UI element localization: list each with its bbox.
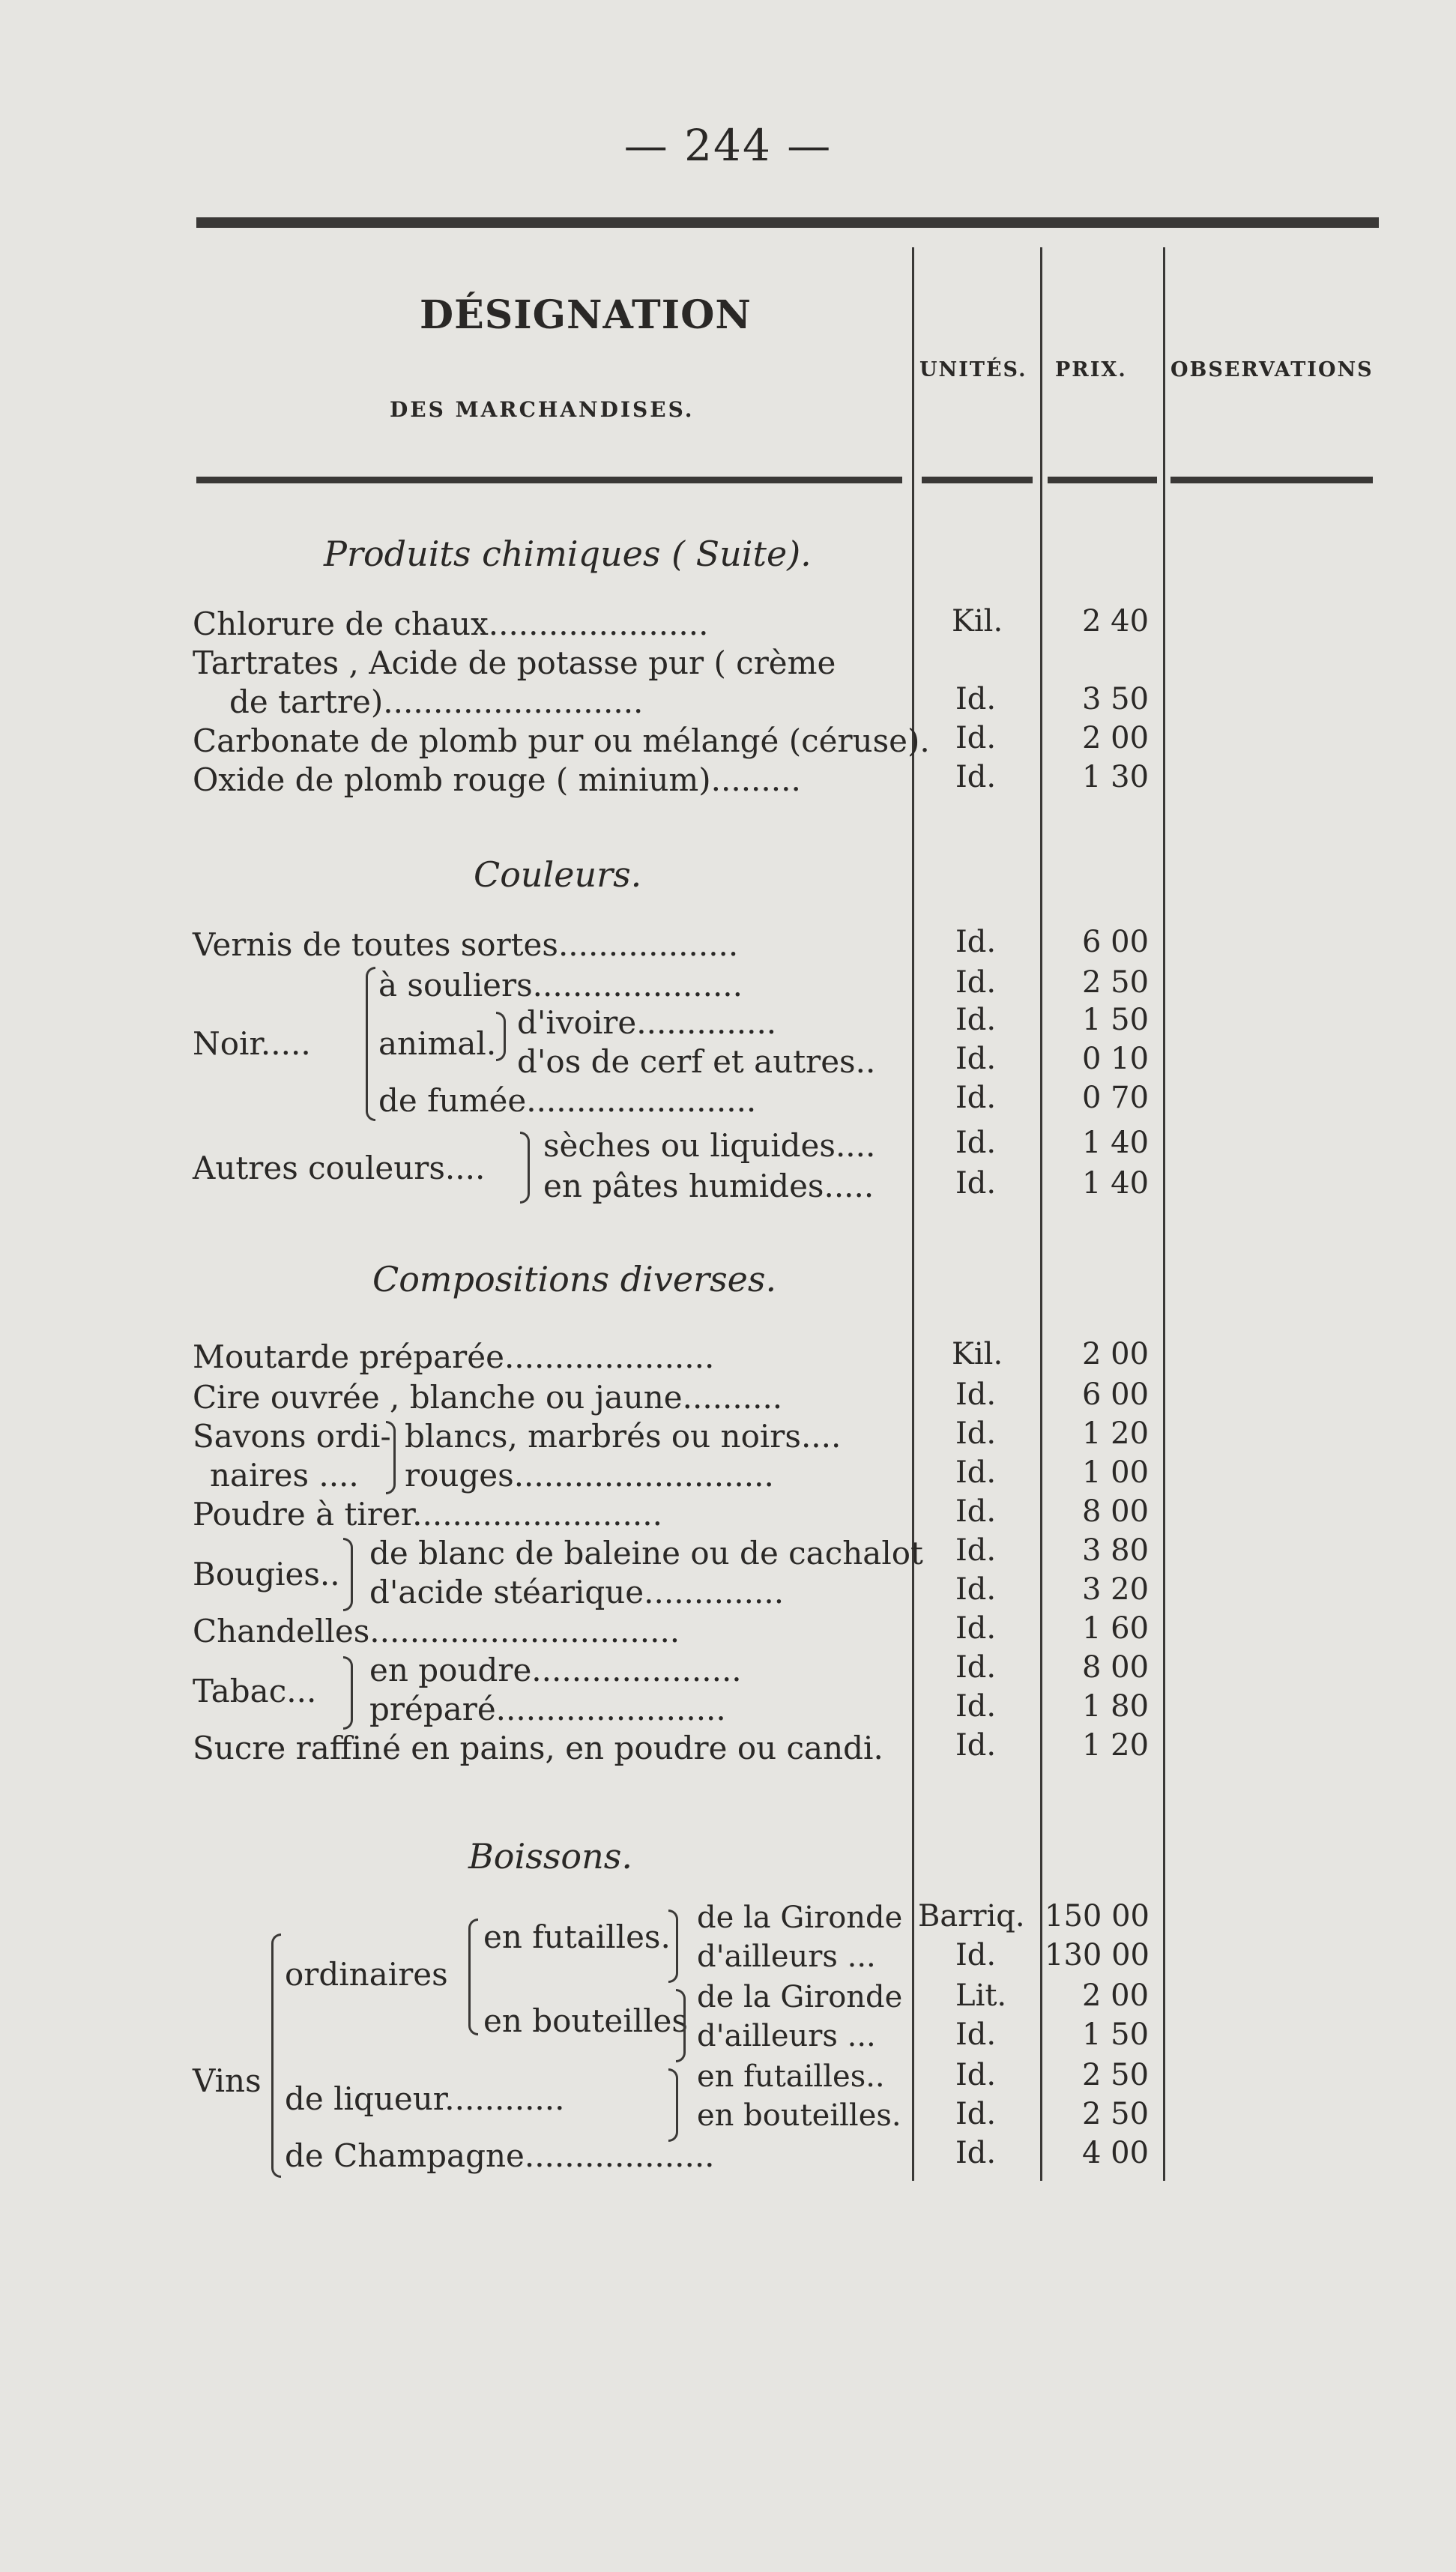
item-label: Cire ouvrée , blanche ou jaune.......... <box>193 1379 783 1416</box>
brace <box>271 1933 281 2178</box>
item-unit: Id. <box>955 2017 997 2052</box>
item-price: 2 00 <box>1082 1337 1150 1371</box>
item-price: 3 50 <box>1082 682 1150 716</box>
item-unit: Id. <box>955 1611 997 1646</box>
item-price: 1 20 <box>1082 1728 1150 1763</box>
bougies-label: Bougies.. <box>193 1556 340 1593</box>
item-price: 2 50 <box>1082 2097 1150 2131</box>
item-price: 3 20 <box>1082 1572 1150 1607</box>
brace <box>343 1538 353 1611</box>
item-label: blancs, marbrés ou noirs.... <box>405 1418 842 1455</box>
page-number: — 244 — <box>623 120 833 171</box>
animal-label: animal. <box>378 1025 497 1062</box>
item-label: de fumée....................... <box>378 1082 757 1119</box>
item-price: 2 50 <box>1082 2058 1150 2092</box>
brace <box>520 1132 530 1204</box>
item-label: d'os de cerf et autres.. <box>517 1043 876 1080</box>
item-unit: Id. <box>955 721 997 755</box>
brace <box>496 1012 506 1061</box>
item-label: sèches ou liquides.... <box>543 1127 876 1164</box>
item-label: Oxide de plomb rouge ( minium)......... <box>193 761 801 798</box>
item-label: de blanc de baleine ou de cachalot <box>369 1535 923 1572</box>
item-price: 1 40 <box>1082 1126 1150 1160</box>
item-price: 2 00 <box>1082 1978 1150 2013</box>
item-price: 2 00 <box>1082 721 1150 755</box>
section-title: Boissons. <box>468 1836 632 1877</box>
item-price: 8 00 <box>1082 1650 1150 1685</box>
en-bouteilles-label: en bouteilles <box>483 2002 688 2039</box>
noir-label: Noir..... <box>193 1025 311 1062</box>
tabac-label: Tabac... <box>193 1673 317 1709</box>
col-divider-obs <box>1163 247 1165 2181</box>
item-unit: Id. <box>955 1003 997 1037</box>
item-price: 3 80 <box>1082 1533 1150 1568</box>
item-unit: Id. <box>955 925 997 959</box>
item-label: en pâtes humides..... <box>543 1168 874 1204</box>
item-unit: Id. <box>955 2097 997 2131</box>
item-price: 8 00 <box>1082 1494 1150 1529</box>
header-rule-units <box>922 477 1033 483</box>
item-label: d'acide stéarique.............. <box>369 1574 785 1610</box>
units-header: UNITÉS. <box>919 358 1027 381</box>
item-label: Sucre raffiné en pains, en poudre ou candi. <box>193 1730 883 1766</box>
section-title: Produits chimiques ( Suite). <box>324 534 812 574</box>
item-unit: Id. <box>955 1533 997 1568</box>
brace <box>676 1989 686 2062</box>
item-unit: Id. <box>955 682 997 716</box>
item-unit: Id. <box>955 1494 997 1529</box>
item-label: Moutarde préparée..................... <box>193 1338 715 1375</box>
item-unit: Id. <box>955 1416 997 1451</box>
brace <box>668 1910 678 1983</box>
autres-couleurs-label: Autres couleurs.... <box>193 1150 486 1186</box>
item-unit: Id. <box>955 1689 997 1724</box>
item-label: en poudre..................... <box>369 1652 742 1688</box>
header-rule-obs <box>1170 477 1373 483</box>
item-unit: Id. <box>955 1126 997 1160</box>
item-label: préparé....................... <box>369 1691 726 1727</box>
item-unit: Id. <box>955 1377 997 1412</box>
ordinaires-label: ordinaires <box>285 1956 448 1993</box>
item-price: 1 00 <box>1082 1455 1150 1490</box>
item-label: d'ivoire.............. <box>517 1004 777 1041</box>
item-unit: Id. <box>955 2058 997 2092</box>
item-price: 2 50 <box>1082 965 1150 1000</box>
item-unit: Kil. <box>952 604 1003 639</box>
item-price: 1 50 <box>1082 2017 1150 2052</box>
en-futailles-label: en futailles. <box>483 1919 671 1955</box>
col-divider-price <box>1040 247 1042 2181</box>
item-unit: Id. <box>955 1042 997 1076</box>
brace <box>468 1919 478 2035</box>
item-unit: Id. <box>955 2136 997 2170</box>
item-unit: Lit. <box>955 1978 1007 2013</box>
item-price: 1 50 <box>1082 1003 1150 1037</box>
item-price: 1 40 <box>1082 1166 1150 1201</box>
savons-label: Savons ordi- <box>193 1418 391 1455</box>
brace <box>366 967 375 1121</box>
price-header: PRIX. <box>1055 358 1127 381</box>
item-unit: Id. <box>955 1081 997 1115</box>
brace <box>343 1656 353 1730</box>
item-price: 130 00 <box>1045 1938 1150 1972</box>
item-unit: Id. <box>955 1166 997 1201</box>
item-unit: Id. <box>955 760 997 794</box>
item-label: à souliers..................... <box>378 967 743 1003</box>
item-label: de Champagne................... <box>285 2137 715 2174</box>
item-price: 6 00 <box>1082 925 1150 959</box>
item-unit: Barriq. <box>918 1899 1025 1933</box>
item-label: de tartre).......................... <box>229 683 644 720</box>
liqueur-label: de liqueur............ <box>285 2080 565 2117</box>
designation-subheader: DES MARCHANDISES. <box>390 397 695 422</box>
item-price: 0 70 <box>1082 1081 1150 1115</box>
item-label: Poudre à tirer......................... <box>193 1496 662 1533</box>
item-price: 2 40 <box>1082 604 1150 639</box>
item-price: 1 80 <box>1082 1689 1150 1724</box>
item-label: d'ailleurs ... <box>697 2019 876 2053</box>
item-unit: Id. <box>955 965 997 1000</box>
vins-label: Vins <box>193 2062 262 2099</box>
item-label: de la Gironde <box>697 1980 903 2014</box>
item-unit: Kil. <box>952 1337 1003 1371</box>
item-price: 150 00 <box>1045 1899 1150 1933</box>
item-price: 1 30 <box>1082 760 1150 794</box>
item-label: Chandelles............................... <box>193 1613 680 1649</box>
item-label: en futailles.. <box>697 2059 885 2094</box>
item-price: 1 20 <box>1082 1416 1150 1451</box>
item-unit: Id. <box>955 1728 997 1763</box>
item-unit: Id. <box>955 1572 997 1607</box>
observations-header: OBSERVATIONS <box>1170 358 1374 381</box>
item-label: en bouteilles. <box>697 2098 901 2133</box>
brace <box>386 1421 396 1494</box>
top-rule <box>196 217 1379 228</box>
item-price: 4 00 <box>1082 2136 1150 2170</box>
item-unit: Id. <box>955 1938 997 1972</box>
item-label: Carbonate de plomb pur ou mélangé (céruse). <box>193 722 930 759</box>
header-rule-price <box>1048 477 1157 483</box>
item-label: de la Gironde <box>697 1901 903 1935</box>
col-divider-units <box>912 247 914 2181</box>
header-rule-designation <box>196 477 902 483</box>
item-label: d'ailleurs ... <box>697 1939 876 1974</box>
item-label: Tartrates , Acide de potasse pur ( crème <box>193 644 836 681</box>
item-unit: Id. <box>955 1650 997 1685</box>
item-price: 6 00 <box>1082 1377 1150 1412</box>
item-label: rouges.......................... <box>405 1457 774 1494</box>
item-price: 0 10 <box>1082 1042 1150 1076</box>
item-unit: Id. <box>955 1455 997 1490</box>
section-title: Couleurs. <box>474 854 642 895</box>
item-label: Vernis de toutes sortes.................. <box>193 926 739 963</box>
designation-header: DÉSIGNATION <box>420 292 752 338</box>
section-title: Compositions diverses. <box>372 1259 777 1299</box>
item-price: 1 60 <box>1082 1611 1150 1646</box>
item-label: Chlorure de chaux...................... <box>193 606 709 642</box>
brace <box>668 2068 678 2142</box>
savons-label: naires .... <box>210 1457 359 1494</box>
